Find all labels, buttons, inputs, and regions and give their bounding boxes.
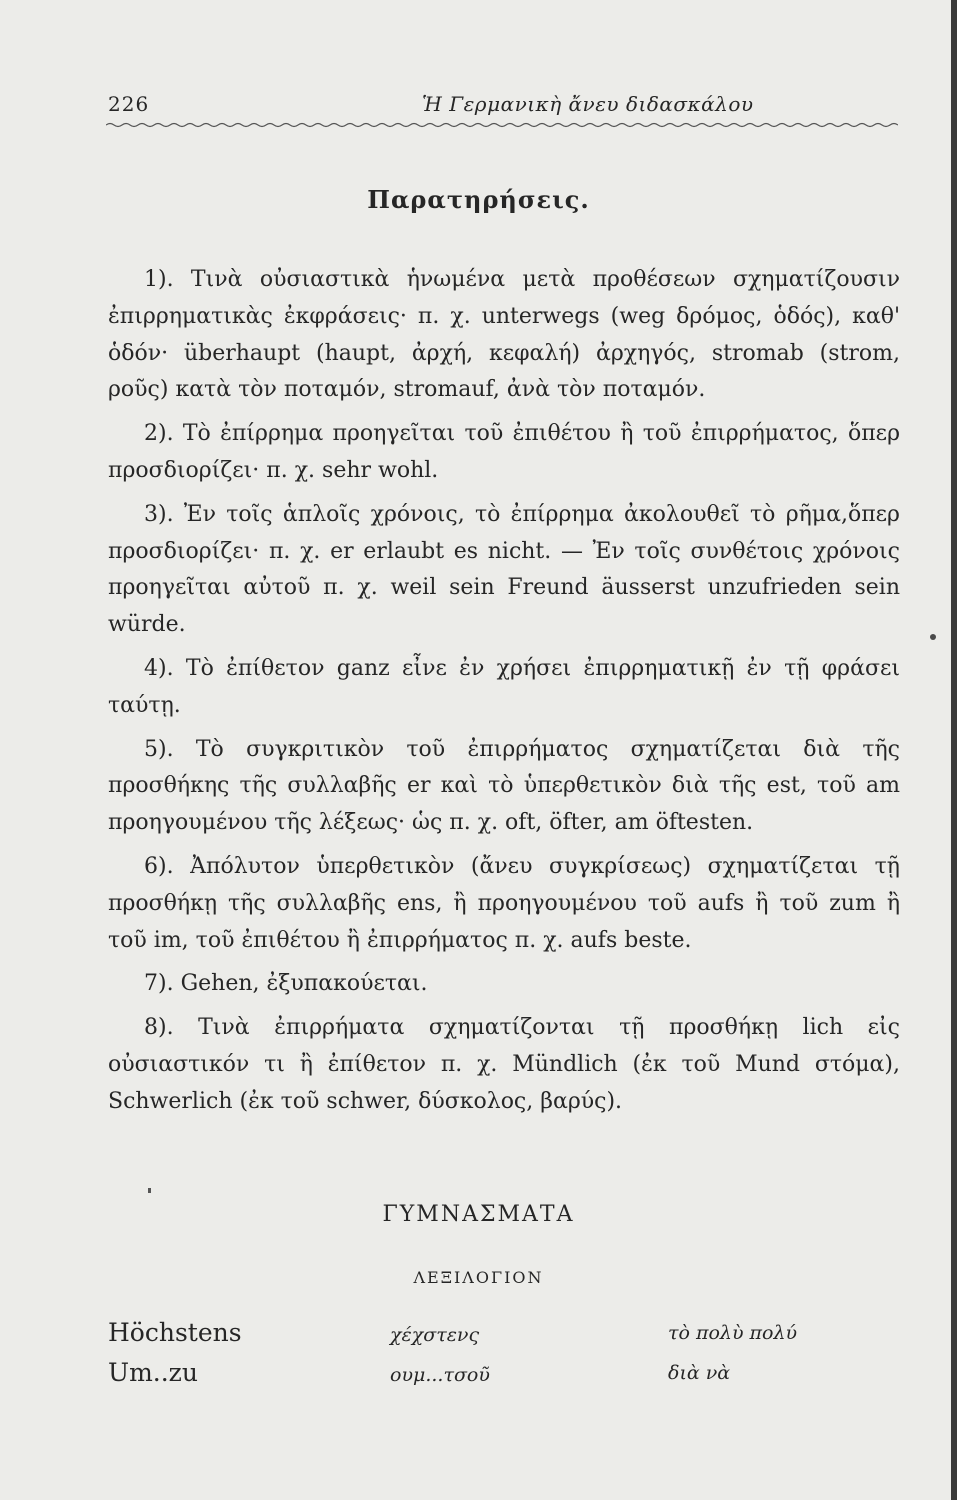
page-number: 226 bbox=[108, 92, 150, 116]
notes-list bbox=[108, 262, 900, 1121]
note-paragraph-5: 5). Τὸ συγκριτικὸν τοῦ ἐπιρρήματος σχηματίζεται διὰ τῆς προσθήκης τῆς συλλαβῆς er καὶ τὸ ὑπερθετικὸν διὰ τῆς est, τοῦ am προηγουμένου τῆς λέξεως· ὡς π. χ. oft, öfter, am öftesten. bbox=[108, 736, 900, 836]
margin-ink-spot bbox=[930, 634, 936, 640]
lexicon-heading: ΛΕΞΙΛΟΓΙΟΝ bbox=[413, 1268, 544, 1287]
page-header bbox=[108, 92, 898, 122]
vocab-german-word: Um..zu bbox=[108, 1358, 198, 1387]
vocab-german-word: Höchstens bbox=[108, 1318, 242, 1347]
header-wavy-rule bbox=[106, 120, 898, 130]
exercises-heading: ΓΥΜΝΑΣΜΑΤΑ bbox=[382, 1202, 575, 1227]
vocab-pronunciation: χέχστενς bbox=[390, 1324, 480, 1346]
note-paragraph-6: 6). Ἀπόλυτον ὑπερθετικὸν (ἄνευ συγκρίσεως) σχηματίζεται τῇ προσθήκῃ τῆς συλλαβῆς ens, ἢ προηγουμένου τοῦ aufs ἢ τοῦ zum ἢ τοῦ im, τοῦ ἐπιθέτου ἢ ἐπιρρήματος π. χ. aufs beste. bbox=[108, 853, 900, 953]
note-paragraph-3: 3). Ἐν τοῖς ἁπλοῖς χρόνοις, τὸ ἐπίρρημα ἀκολουθεῖ τὸ ρῆμα,ὅπερ προσδιορίζει· π. χ. er erlaubt es nicht. — Ἐν τοῖς συνθέτοις χρόνοις προηγεῖται αὐτοῦ π. χ. weil sein Freund äusserst unzufrieden sein würde. bbox=[108, 501, 900, 638]
vocab-meaning: τὸ πολὺ πολύ bbox=[668, 1322, 798, 1344]
vocabulary-table bbox=[108, 1318, 900, 1398]
note-paragraph-4: 4). Τὸ ἐπίθετον ganz εἶνε ἐν χρήσει ἐπιρρηματικῇ ἐν τῇ φράσει ταύτῃ. bbox=[108, 655, 900, 718]
note-paragraph-2: 2). Τὸ ἐπίρρημα προηγεῖται τοῦ ἐπιθέτου ἢ τοῦ ἐπιρρήματος, ὅπερ προσδιορίζει· π. χ. sehr wohl. bbox=[108, 421, 900, 483]
running-title: Ἡ Γερμανικὴ ἄνευ διδασκάλου bbox=[422, 92, 754, 116]
vocab-pronunciation: ουμ...τσοῦ bbox=[390, 1364, 490, 1386]
note-paragraph-7: 7). Gehen, ἐξυπακούεται. bbox=[144, 971, 428, 997]
vocabulary-row bbox=[108, 1318, 900, 1358]
vocabulary-row bbox=[108, 1358, 900, 1398]
page-edge-shadow bbox=[951, 0, 957, 1500]
section-title: Παρατηρήσεις. bbox=[367, 185, 590, 214]
margin-ink-mark bbox=[148, 1188, 151, 1193]
note-paragraph-8: 8). Τινὰ ἐπιρρήματα σχηματίζονται τῇ προσθήκῃ lich εἰς οὐσιαστικόν τι ἢ ἐπίθετον π. χ. Mündlich (ἐκ τοῦ Mund στόμα), Schwerlich (ἐκ τοῦ schwer, δύσκολος, βαρύς). bbox=[108, 1015, 900, 1114]
note-paragraph-1: 1). Τινὰ οὐσιαστικὰ ἡνωμένα μετὰ προθέσεων σχηματίζουσιν ἐπιρρηματικὰς ἐκφράσεις· π. χ. unterwegs (weg δρόμος, ὁδός), καθ' ὁδόν· überhaupt (haupt, ἀρχή, κεφαλή) ἀρχηγός, stromab (strom, ροῦς) κατὰ τὸν ποταμόν, stromauf, ἀνὰ τὸν ποταμόν. bbox=[108, 267, 900, 403]
vocab-meaning: διὰ νὰ bbox=[668, 1362, 731, 1384]
